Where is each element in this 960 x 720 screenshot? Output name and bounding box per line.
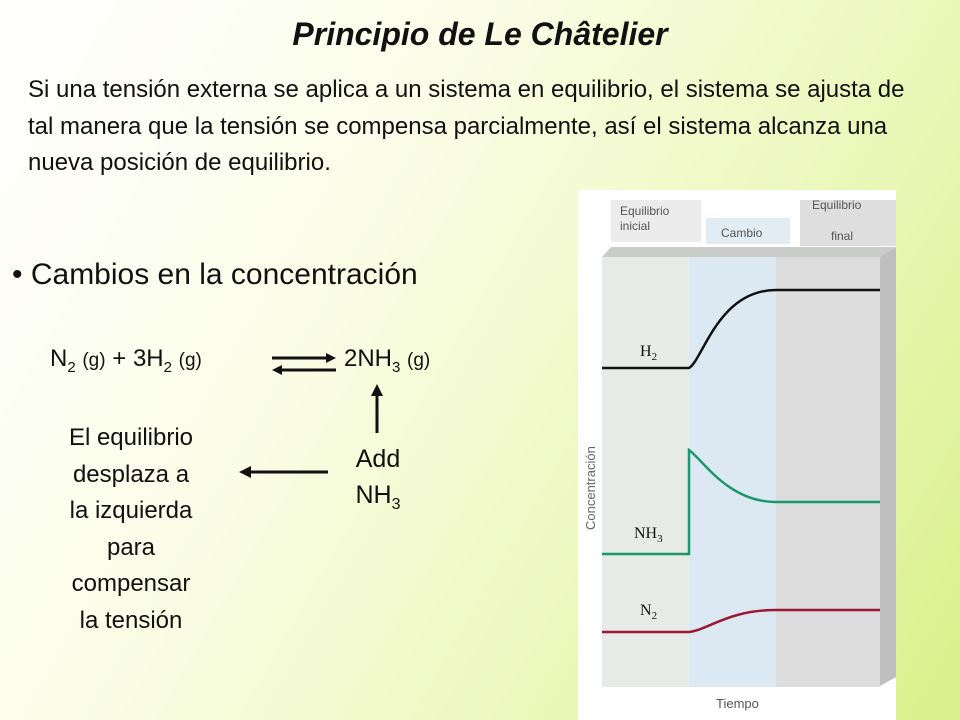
shift-line: la izquierda — [69, 497, 193, 524]
h2-coefficient: + 3H — [112, 345, 164, 372]
shift-line: la tensión — [79, 606, 183, 634]
region-initial — [602, 257, 689, 687]
add-nh3-label — [335, 441, 421, 523]
bullet-concentration-changes: • Cambios en la concentración — [12, 258, 418, 291]
header-change: Cambio — [721, 226, 763, 240]
box-top-face — [602, 247, 896, 257]
concentration-time-graph — [578, 190, 896, 720]
intro-paragraph: Si una tensión externa se aplica a un sistema en equilibrio, el sistema se ajusta de tal manera que la tensión se compensa parcialmente, así el sistema alcanza una nueva posición de equilibrio. — [28, 76, 905, 176]
region-final — [776, 257, 880, 687]
label-nh3: $NH_3$ — [634, 525, 663, 545]
graph-svg — [578, 190, 896, 720]
reaction-reactants — [50, 345, 202, 376]
equilibrium-arrows-icon — [270, 352, 338, 376]
n2-subscript: 2 — [67, 358, 76, 376]
header-initial-line2: inicial — [620, 219, 651, 233]
shift-line: El equilibrio — [68, 424, 194, 451]
reaction-product — [344, 345, 430, 376]
shift-line: compensar — [71, 570, 191, 597]
n2-phase: (g) — [82, 350, 106, 371]
h2-subscript: 2 — [163, 358, 172, 376]
y-axis-label: Concentración — [583, 446, 598, 530]
add-species: $NH_3$ — [355, 481, 401, 513]
box-side-face — [880, 247, 896, 686]
header-initial-line1: Equilibrio — [620, 204, 670, 218]
shift-line: para — [106, 533, 156, 561]
h2-phase: (g) — [178, 350, 202, 371]
region-change — [689, 257, 776, 687]
header-final-line1: Equilibrio — [812, 198, 862, 212]
nh3-symbol: 2NH — [344, 345, 393, 372]
add-word: Add — [355, 445, 401, 473]
left-arrow-icon — [238, 462, 330, 482]
label-h2: $H_2$ — [640, 343, 658, 363]
n2-symbol: N — [50, 345, 68, 372]
label-n2: $N_2$ — [640, 602, 658, 622]
shift-line: desplaza a — [72, 460, 190, 488]
slide-title: Principio de Le Châtelier — [292, 16, 668, 52]
nh3-phase: (g) — [407, 350, 431, 371]
up-arrow-icon — [367, 383, 387, 435]
header-final-line2: final — [831, 229, 854, 243]
nh3-subscript: 3 — [392, 358, 401, 376]
shift-explanation — [26, 420, 236, 639]
x-axis-label: Tiempo — [716, 696, 759, 711]
